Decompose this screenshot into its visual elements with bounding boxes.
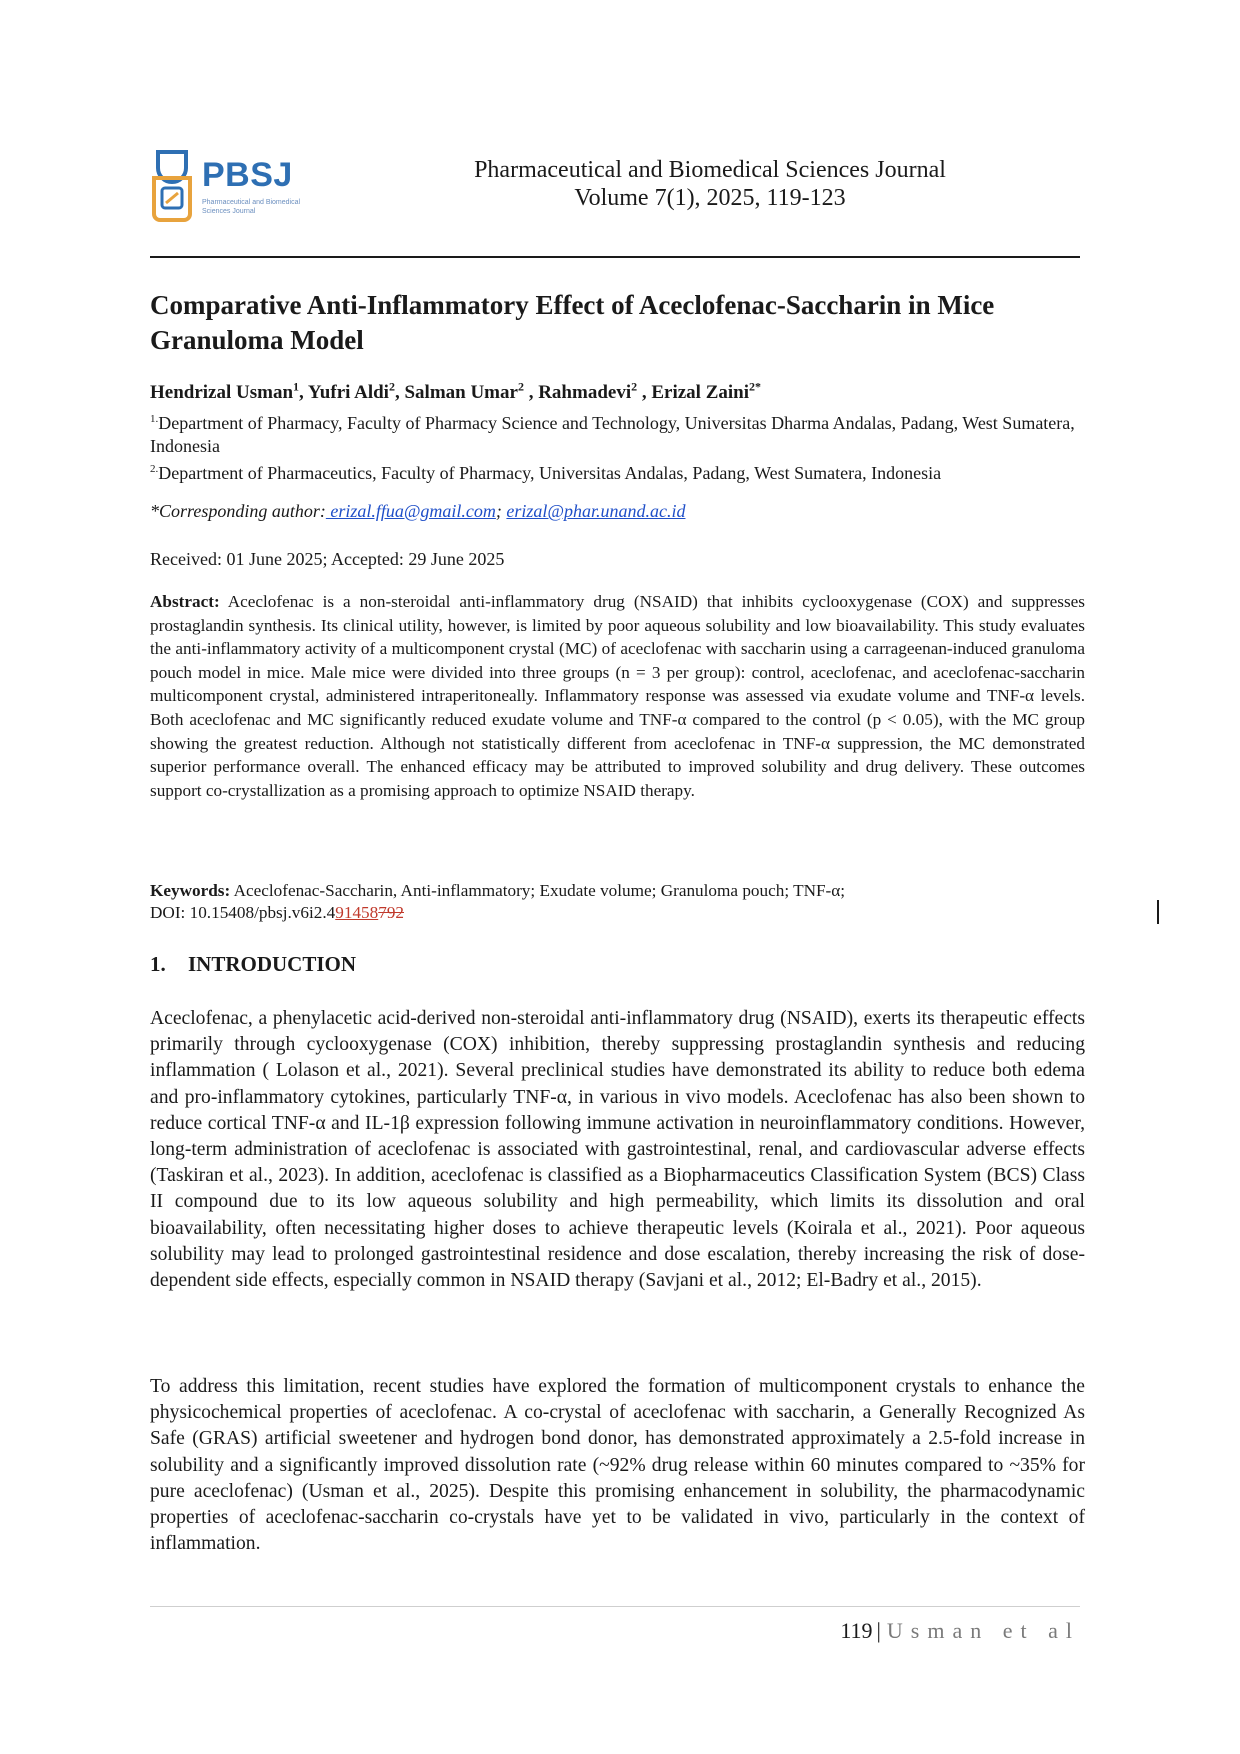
corresponding-author: *Corresponding author: erizal.ffua@gmail.com; erizal@phar.unand.ac.id (150, 501, 686, 521)
corresponding-label: *Corresponding author: (150, 501, 326, 521)
author: Yufri Aldi$^2$, (307, 380, 405, 404)
doi-deleted: 792 (378, 903, 404, 922)
abstract (150, 590, 1085, 802)
page-number: 119 (840, 1618, 873, 1643)
email-link-2[interactable]: erizal@phar.unand.ac.id (506, 501, 686, 521)
footer-separator: | (876, 1618, 881, 1643)
journal-header (430, 156, 990, 212)
intro-paragraph-2: To address this limitation, recent studies have explored the formation of multicomponent crystals to enhance the physicochemical properties of aceclofenac. A co-crystal of aceclofenac with saccharin, a Generally Recognized As Safe (GRAS) artificial sweetener and hydrogen bond donor, has demonstrated approximately a 2.5-fold increase in solubility and a significantly improved dissolution rate (~92% drug release within 60 minutes compared to ~35% for pure aceclofenac) (Usman et al., 2025). Despite this promising enhancement in solubility, the pharmacodynamic properties of aceclofenac-saccharin co-crystals have yet to be validated in vivo, particularly in the context of inflammation. (150, 1376, 1085, 1555)
pbsj-logo-icon (150, 148, 198, 228)
section-title: INTRODUCTION (188, 952, 357, 976)
abstract-label: Abstract: (150, 592, 220, 611)
page-footer (840, 1618, 1080, 1644)
paper-title: Comparative Anti-Inflammatory Effect of Aceclofenac-Saccharin in Mice Granuloma Model (150, 290, 995, 355)
keywords (150, 880, 1085, 902)
section-number: 1. (150, 952, 166, 976)
doi: DOI: 10.15408/pbsj.v6i2.491458792 (150, 903, 404, 922)
header-divider (150, 256, 1080, 258)
journal-name: Pharmaceutical and Biomedical Sciences Journal (474, 157, 946, 183)
author: Hendrizal Usman$^1$, (150, 380, 308, 404)
affiliation-2: $^{2.}$Department of Pharmaceutics, Faculty of Pharmacy, Universitas Andalas, Padang, West Sumatera, Indonesia (150, 463, 942, 483)
author: Rahmadevi$^2$ , (538, 380, 652, 404)
abstract-text: Aceclofenac is a non-steroidal anti-inflammatory drug (NSAID) that inhibits cyclooxygenase (COX) and suppresses prostaglandin synthesis. Its clinical utility, however, is limited by poor aqueous solubility and low bioavailability. This study evaluates the anti-inflammatory activity of a multicomponent crystal (MC) of aceclofenac with saccharin using a carrageenan-induced granuloma pouch model in mice. Male mice were divided into three groups (n = 3 per group): control, aceclofenac, and aceclofenac-saccharin multicomponent crystal, administered intraperitoneally. Inflammatory response was assessed via exudate volume and TNF-α levels. Both aceclofenac and MC significantly reduced exudate volume and TNF-α compared to the control (p < 0.05), with the MC group showing the greatest reduction. Although not statistically different from aceclofenac in TNF-α suppression, the MC demonstrated superior performance overall. The enhanced efficacy may be attributed to improved solubility and drug delivery. These outcomes support co-crystallization as a promising approach to optimize NSAID therapy. (150, 592, 1085, 800)
change-bar (1157, 900, 1159, 924)
logo-wordmark: PBSJ (202, 156, 293, 194)
keywords-block (150, 880, 1085, 924)
running-head: Usman et al (886, 1618, 1080, 1643)
journal-volume: Volume 7(1), 2025, 119-123 (574, 185, 846, 211)
footer-divider (150, 1606, 1080, 1607)
author-list (150, 380, 761, 404)
affiliations (150, 408, 1090, 485)
keywords-label: Keywords: (150, 881, 231, 900)
author: Erizal Zaini$^{2*}$ (651, 380, 762, 404)
section-heading (150, 952, 356, 977)
received-dates: Received: 01 June 2025; Accepted: 29 June 2025 (150, 549, 505, 569)
email-link-1[interactable]: erizal.ffua@gmail.com (325, 501, 496, 521)
intro-paragraph-1: Aceclofenac, a phenylacetic acid-derived non-steroidal anti-inflammatory drug (NSAID), exerts its therapeutic effects primarily through cyclooxygenase (COX) inhibition, thereby suppressing prostaglandin synthesis and reducing inflammation ( Lolason et al., 2021). Several preclinical studies have demonstrated its ability to reduce both edema and pro-inflammatory cytokines, particularly TNF-α, in various in vivo models. Aceclofenac has also been shown to reduce cortical TNF-α and IL-1β expression following immune activation in neuroinflammatory conditions. However, long-term administration of aceclofenac is associated with gastrointestinal, renal, and cardiovascular adverse effects (Taskiran et al., 2023). In addition, aceclofenac is classified as a Biopharmaceutics Classification System (BCS) Class II compound due to its low aqueous solubility and high permeability, which limits its dissolution and oral bioavailability, often necessitating higher doses to achieve therapeutic levels (Koirala et al., 2021). Poor aqueous solubility may lead to prolonged gastrointestinal residence and dose escalation, thereby increasing the risk of dose-dependent side effects, especially common in NSAID therapy (Savjani et al., 2012; El-Badry et al., 2015). (150, 1008, 1085, 1292)
keywords-text: Aceclofenac-Saccharin, Anti-inflammatory; Exudate volume; Granuloma pouch; TNF-α; (233, 881, 846, 900)
author: Salman Umar$^2$ , (404, 380, 539, 404)
logo-tagline: Pharmaceutical and Biomedical Sciences Journal (202, 199, 301, 215)
affiliation-1: $^{1.}$Department of Pharmacy, Faculty of Pharmacy Science and Technology, Universitas Dharma Andalas, Padang, West Sumatera, Indonesia (150, 413, 1075, 456)
journal-logo (150, 148, 300, 228)
doi-inserted: 91458 (335, 903, 379, 922)
